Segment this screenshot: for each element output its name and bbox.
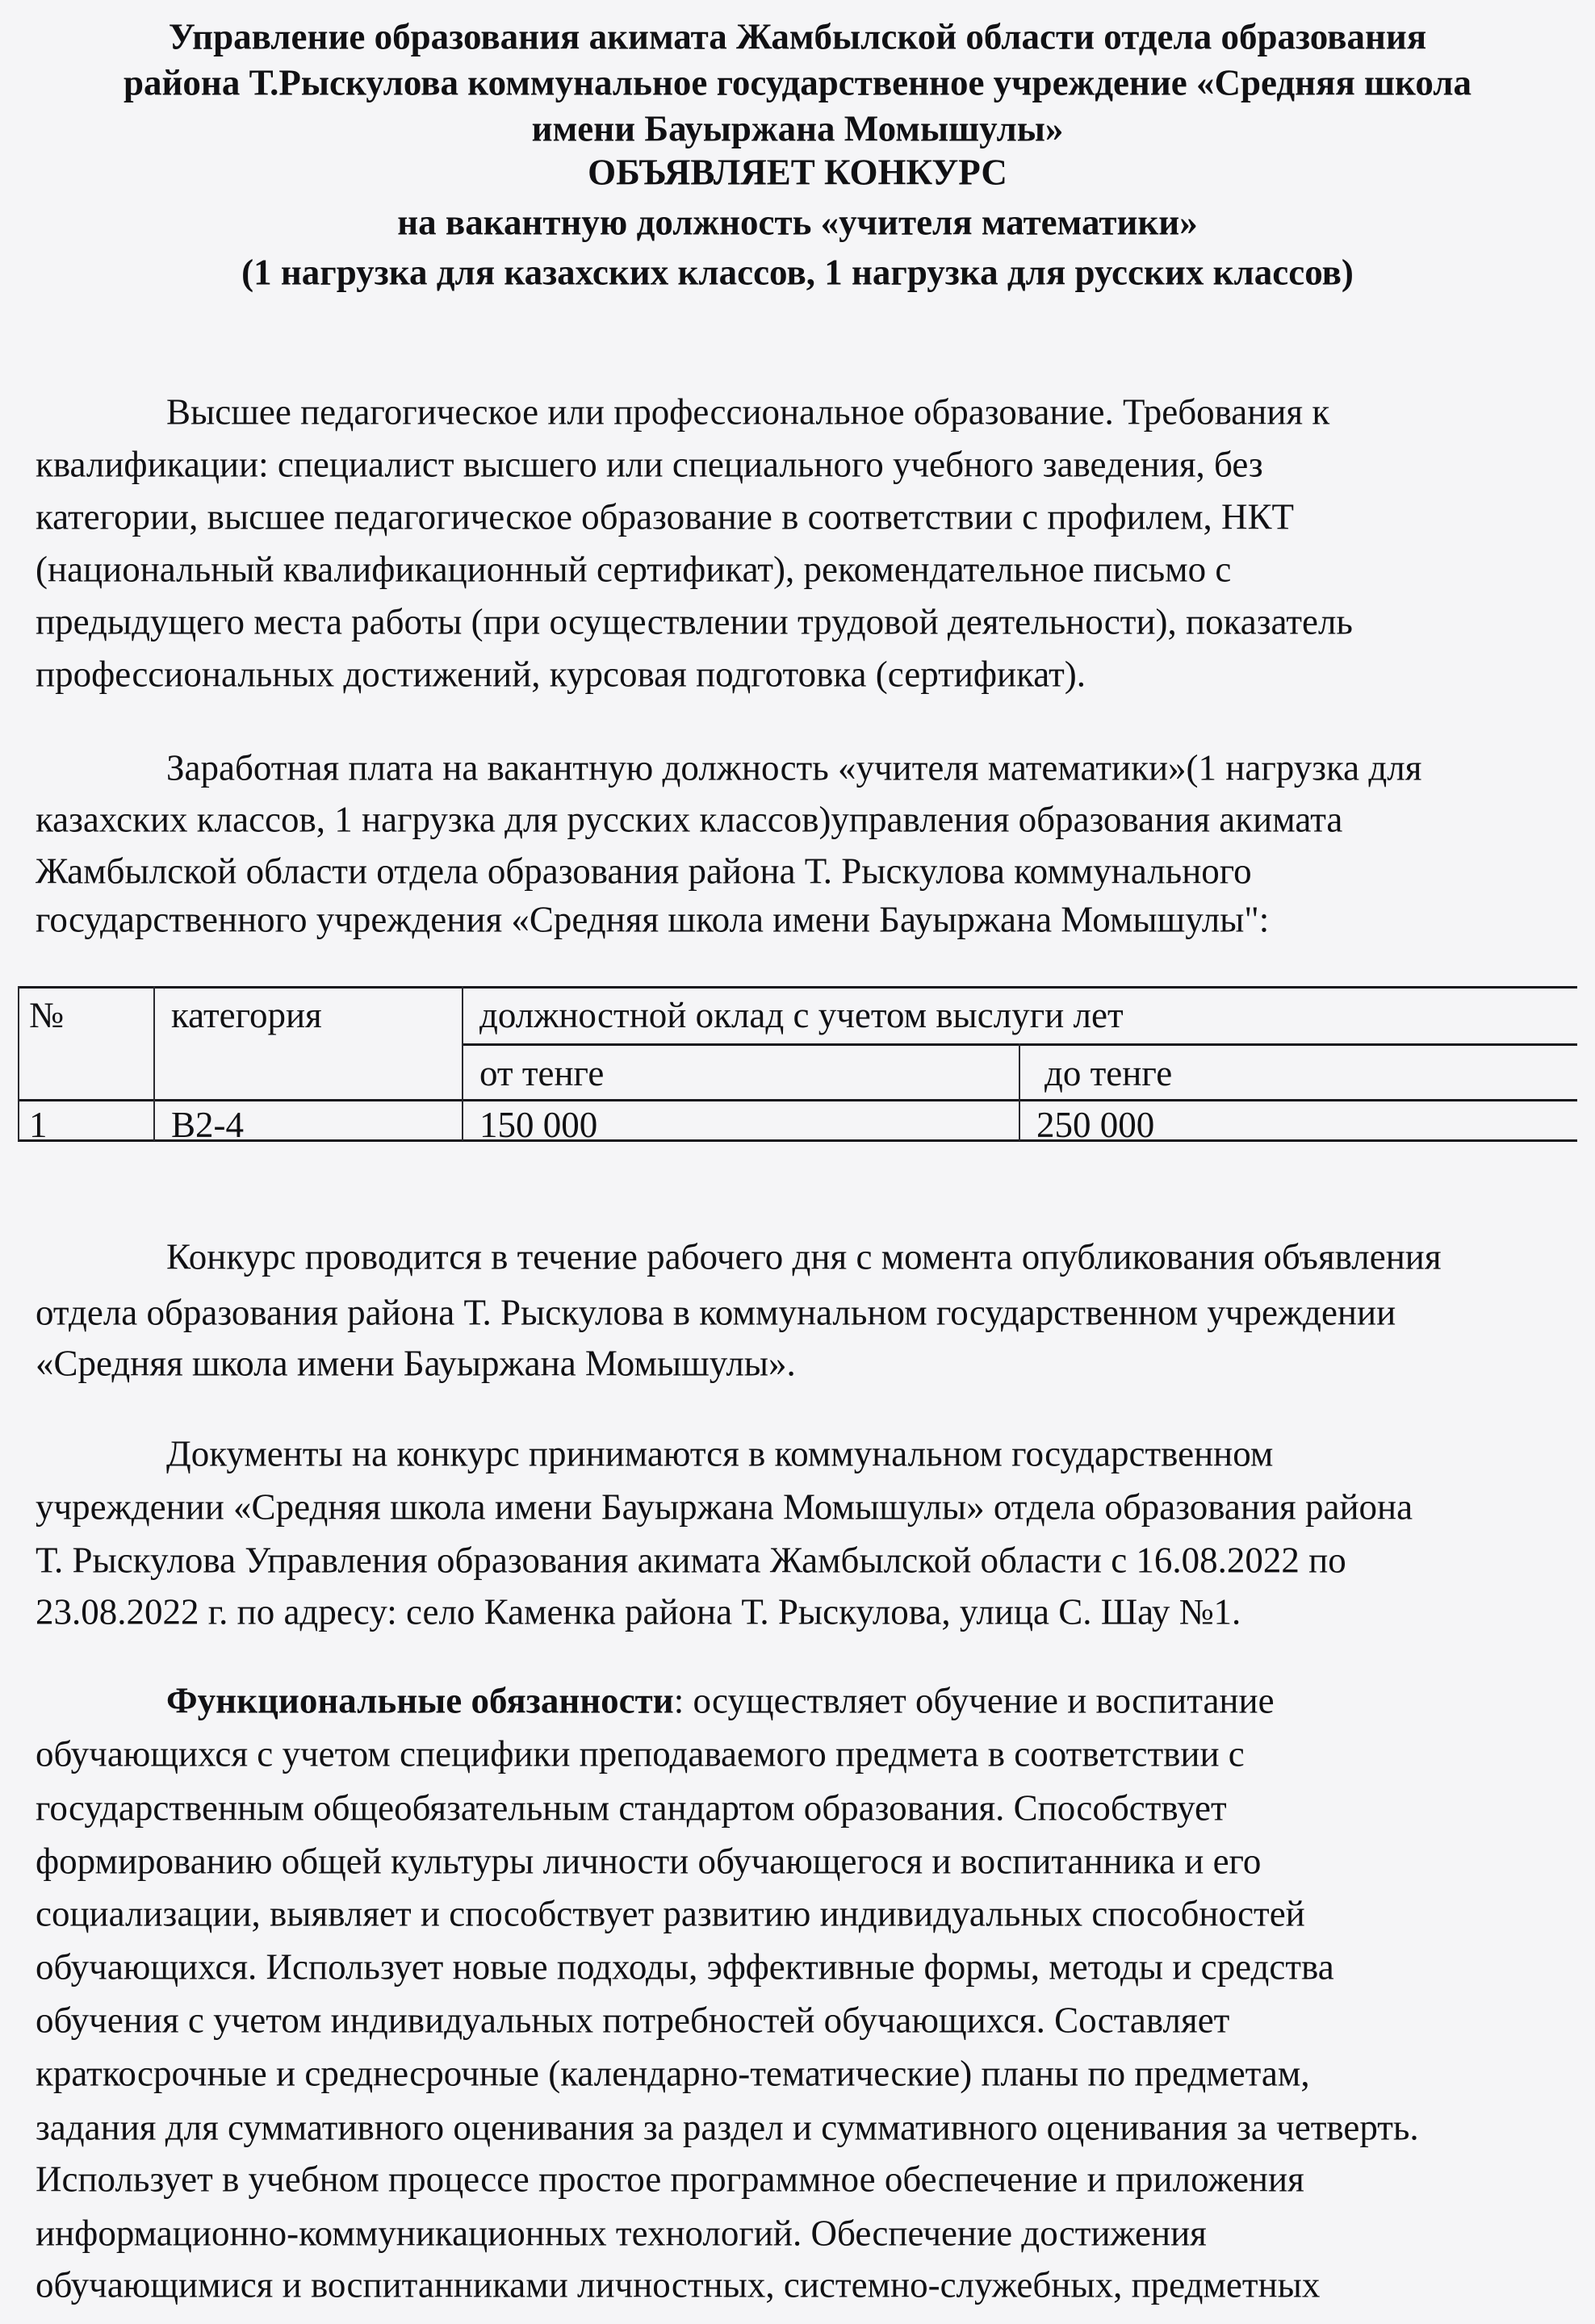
paragraph-line: квалификации: специалист высшего или специального учебного заведения, без xyxy=(36,444,1263,485)
paragraph-line: Конкурс проводится в течение рабочего дня с момента опубликования объявления xyxy=(166,1236,1442,1277)
vacancy-position: на вакантную должность «учителя математики» xyxy=(397,202,1198,243)
paragraph-line: Использует в учебном процессе простое программное обеспечение и приложения xyxy=(36,2159,1304,2200)
paragraph-line: Т. Рыскулова Управления образования акимата Жамбылской области с 16.08.2022 по xyxy=(36,1540,1346,1581)
paragraph-line: Жамбылской области отдела образования района Т. Рыскулова коммунального xyxy=(36,851,1252,892)
paragraph-line: государственного учреждения «Средняя школа имени Бауыржана Момышулы": xyxy=(36,899,1270,940)
header-line: имени Бауыржана Момышулы» xyxy=(531,108,1064,149)
paragraph-line: предыдущего места работы (при осуществлении трудовой деятельности), показатель xyxy=(36,601,1353,642)
paragraph-line: Высшее педагогическое или профессиональное образование. Требования к xyxy=(166,391,1330,433)
table-cell-to: 250 000 xyxy=(1036,1105,1155,1145)
table-header-rule xyxy=(18,1099,1577,1101)
duties-label: Функциональные обязанности xyxy=(166,1680,674,1721)
paragraph-line: отдела образования района Т. Рыскулова в коммунальном государственном учреждении xyxy=(36,1292,1396,1333)
duties-first-line: : осуществляет обучение и воспитание xyxy=(673,1680,1275,1721)
table-cell-number: 1 xyxy=(29,1105,48,1145)
paragraph-line: обучающимися и воспитанниками личностных, системно-служебных, предметных xyxy=(36,2264,1321,2305)
table-border-left xyxy=(18,986,19,1141)
paragraph-line: Заработная плата на вакантную должность «учителя математики»(1 нагрузка для xyxy=(166,747,1422,788)
table-header-salary-group: должностной оклад с учетом выслуги лет xyxy=(479,995,1124,1035)
paragraph-line: профессиональных достижений, курсовая подготовка (сертификат). xyxy=(36,654,1086,695)
paragraph-line: категории, высшее педагогическое образование в соответствии с профилем, НКТ xyxy=(36,496,1295,537)
table-column-rule xyxy=(1019,1043,1020,1141)
table-border-bottom xyxy=(18,1139,1577,1142)
table-cell-category: В2-4 xyxy=(171,1105,244,1145)
paragraph-line: 23.08.2022 г. по адресу: село Каменка района Т. Рыскулова, улица С. Шау №1. xyxy=(36,1591,1241,1632)
table-column-rule xyxy=(153,986,155,1141)
paragraph-line: обучающихся с учетом специфики преподаваемого предмета в соответствии с xyxy=(36,1733,1245,1774)
table-header-number: № xyxy=(29,995,64,1035)
paragraph-line: Документы на конкурс принимаются в коммунальном государственном xyxy=(166,1433,1274,1474)
paragraph-line: (национальный квалификационный сертификат), рекомендательное письмо с xyxy=(36,549,1232,590)
header-line: Управление образования акимата Жамбылской области отдела образования xyxy=(168,16,1427,57)
table-border-top xyxy=(18,986,1577,989)
paragraph-line xyxy=(166,1680,1275,1721)
paragraph-line: задания для суммативного оценивания за раздел и суммативного оценивания за четверть. xyxy=(36,2107,1419,2148)
paragraph-line: государственным общеобязательным стандартом образования. Способствует xyxy=(36,1787,1227,1829)
header-line: района Т.Рыскулова коммунальное государственное учреждение «Средняя школа xyxy=(123,62,1472,103)
table-column-rule xyxy=(462,986,463,1141)
table-header-to: до тенге xyxy=(1044,1053,1173,1093)
paragraph-line: обучения с учетом индивидуальных потребностей обучающихся. Составляет xyxy=(36,2000,1230,2041)
paragraph-line: казахских классов, 1 нагрузка для русских классов)управления образования акимата xyxy=(36,799,1343,840)
vacancy-load: (1 нагрузка для казахских классов, 1 нагрузка для русских классов) xyxy=(241,252,1354,293)
paragraph-line: формированию общей культуры личности обучающегося и воспитанника и его xyxy=(36,1841,1262,1882)
paragraph-line: учреждении «Средняя школа имени Бауыржана Момышулы» отдела образования района xyxy=(36,1486,1413,1528)
announcement-title: ОБЪЯВЛЯЕТ КОНКУРС xyxy=(588,152,1007,193)
paragraph-line: краткосрочные и среднесрочные (календарно-тематические) планы по предметам, xyxy=(36,2053,1310,2094)
paragraph-line: информационно-коммуникационных технологий. Обеспечение достижения xyxy=(36,2213,1207,2254)
table-header-category: категория xyxy=(171,995,322,1035)
table-cell-from: 150 000 xyxy=(479,1105,598,1145)
paragraph-line: «Средняя школа имени Бауыржана Момышулы». xyxy=(36,1343,796,1384)
salary-table xyxy=(18,986,1577,1145)
paragraph-line: социализации, выявляет и способствует развитию индивидуальных способностей xyxy=(36,1893,1305,1934)
paragraph-line: обучающихся. Использует новые подходы, эффективные формы, методы и средства xyxy=(36,1946,1334,1988)
table-header-from: от тенге xyxy=(479,1053,605,1093)
